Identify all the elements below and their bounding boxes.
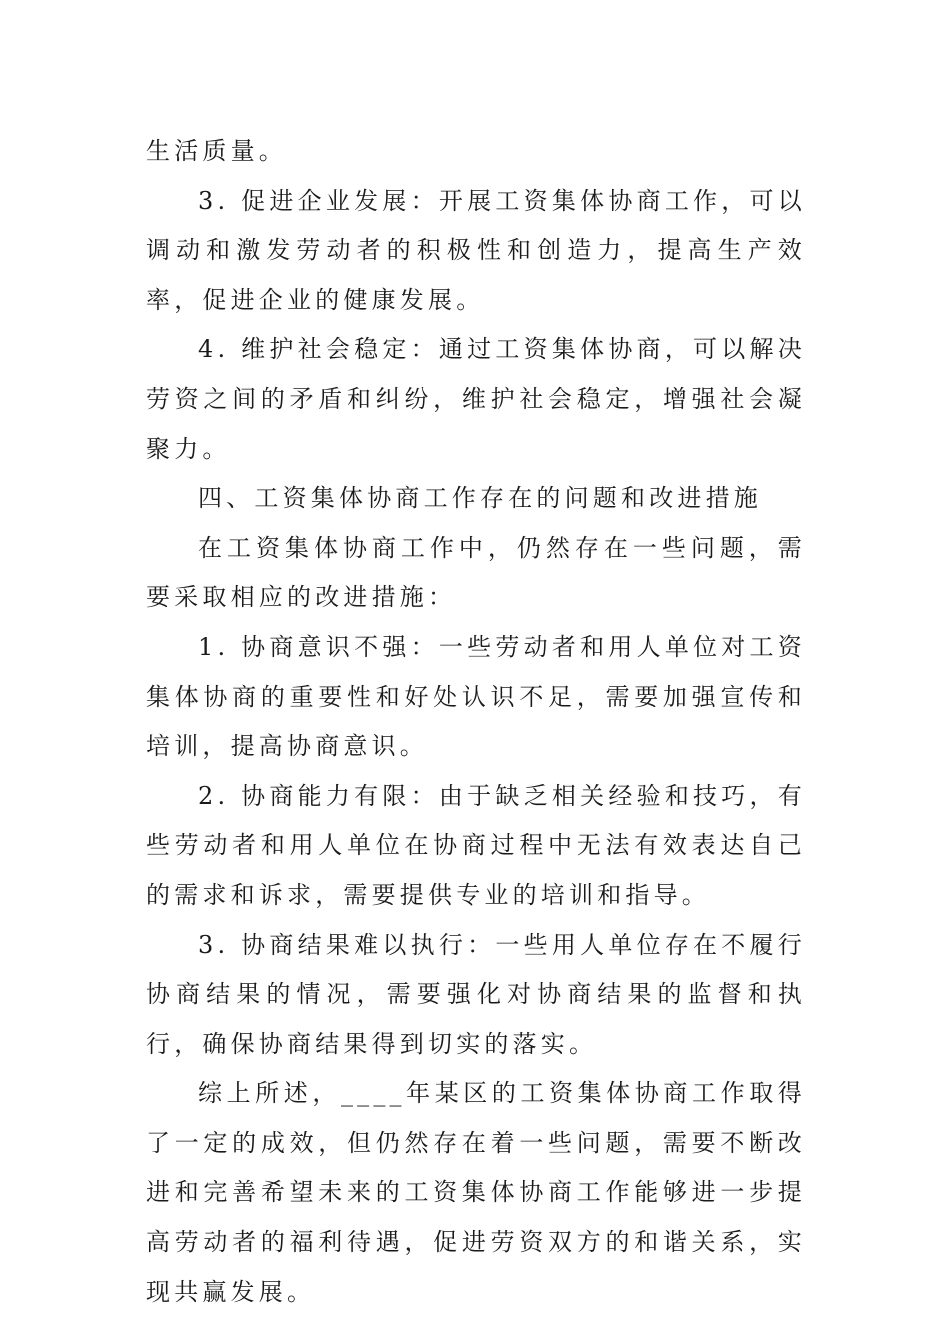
paragraph-problem-3-execution: 3. 协商结果难以执行：一些用人单位存在不履行协商结果的情况，需要强化对协商结果的监督和执行，确保协商结果得到切实的落实。 <box>146 930 806 1058</box>
paragraph-problems-intro: 在工资集体协商工作中，仍然存在一些问题，需要采取相应的改进措施： <box>146 533 806 612</box>
paragraph-item-4-social-stability: 4. 维护社会稳定：通过工资集体协商，可以解决劳资之间的矛盾和纠纷，维护社会稳定，增强社会凝聚力。 <box>146 335 806 463</box>
paragraph-problem-2-capability: 2. 协商能力有限：由于缺乏相关经验和技巧，有些劳动者和用人单位在协商过程中无法有效表达自己的需求和诉求，需要提供专业的培训和指导。 <box>146 781 806 909</box>
paragraph-problem-1-awareness: 1. 协商意识不强：一些劳动者和用人单位对工资集体协商的重要性和好处认识不足，需要加强宣传和培训，提高协商意识。 <box>146 632 806 761</box>
paragraph-continuation: 生活质量。 <box>146 137 287 165</box>
paragraph-conclusion: 综上所述，____年某区的工资集体协商工作取得了一定的成效，但仍然存在着一些问题，需要不断改进和完善希望未来的工资集体协商工作能够进一步提高劳动者的福利待遇，促进劳资双方的和谐关系，实现共赢发展。 <box>146 1079 806 1306</box>
paragraph-item-3-enterprise-development: 3. 促进企业发展：开展工资集体协商工作，可以调动和激发劳动者的积极性和创造力，提高生产效率，促进企业的健康发展。 <box>146 186 806 314</box>
document-body <box>146 127 806 1317</box>
section-heading-problems-and-measures: 四、工资集体协商工作存在的问题和改进措施 <box>198 484 762 513</box>
